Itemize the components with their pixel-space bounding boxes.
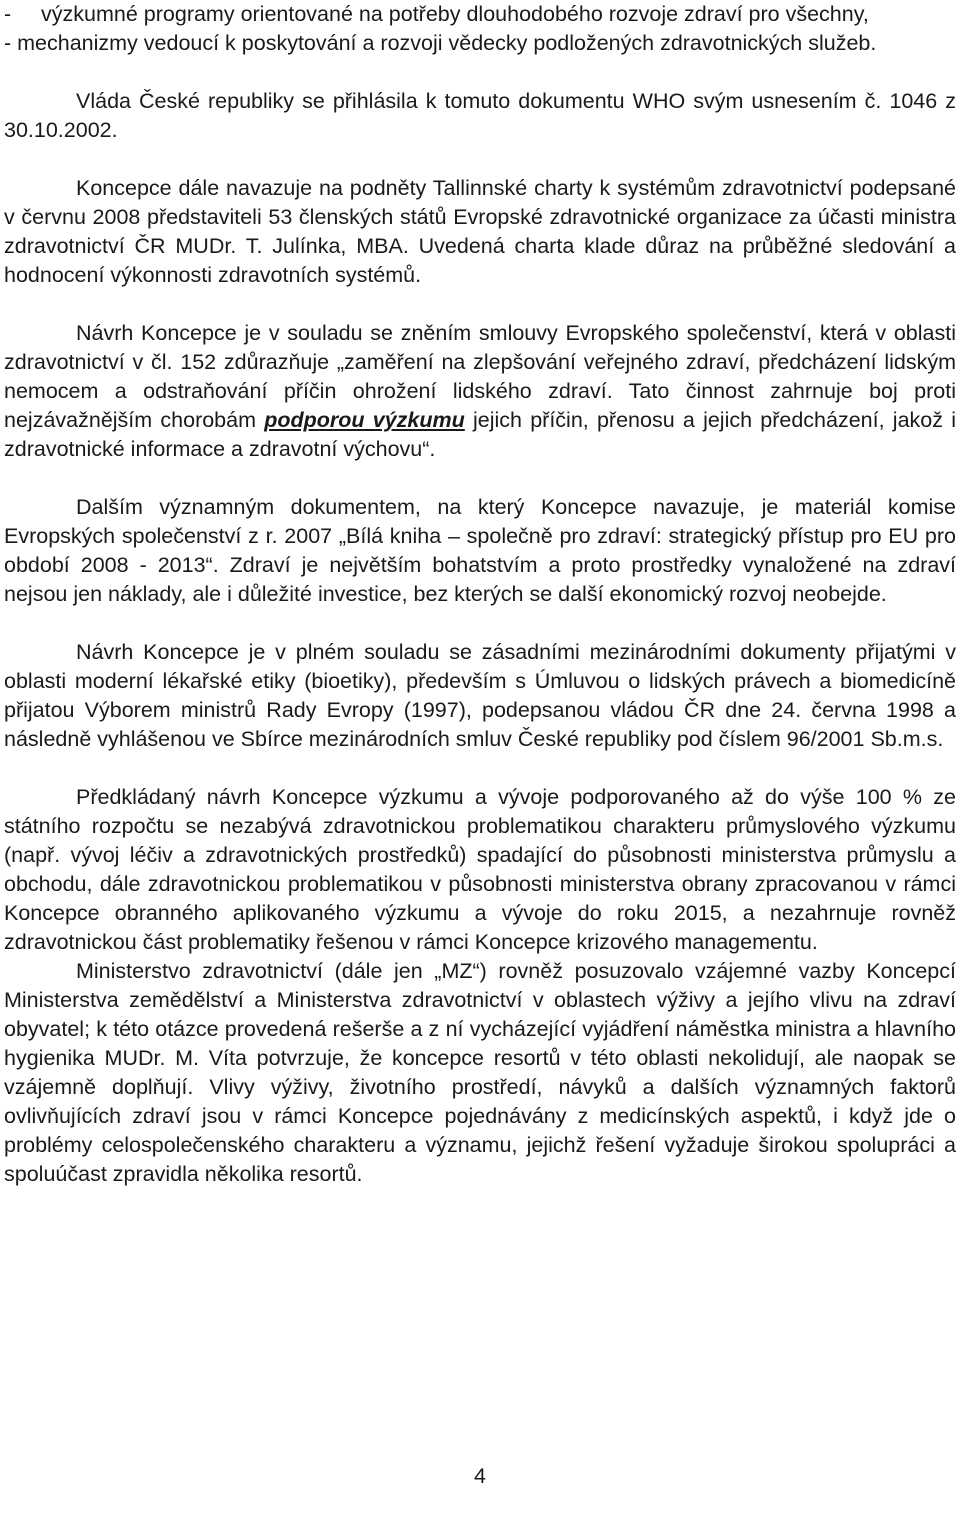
bullet-item: - výzkumné programy orientované na potřeby dlouhodobého rozvoje zdraví pro všechny, — [4, 2, 869, 26]
document-page — [4, 0, 956, 1189]
paragraph-bioethics: Návrh Koncepce je v plném souladu se zásadními mezinárodními dokumenty přijatými v oblasti moderní lékařské etiky (bioetiky), především s Úmluvou o lidských právech a biomedicíně přijatou Výborem ministrů Rady Evropy (1997), podepsanou vládou ČR dne 24. června 1998 a následně vyhlášenou ve Sbírce mezinárodních smluv České republiky pod číslem 96/2001 Sb.m.s. — [4, 640, 956, 751]
paragraph-scope: Předkládaný návrh Koncepce výzkumu a vývoje podporovaného až do výše 100 % ze státního rozpočtu se nezabývá zdravotnickou problematikou charakteru průmyslového výzkumu (např. vývoj léčiv a zdravotnických prostředků) spadající do působnosti ministerstva průmyslu a obchodu, dále zdravotnickou problematikou v působnosti ministerstva obrany zpracovanou v rámci Koncepce obranného aplikovaného výzkumu a vývoje do roku 2015, a nezahrnuje rovněž zdravotnickou část problematiky řešenou v rámci Koncepce krizového managementu. — [4, 785, 956, 954]
bullet-item: - mechanizmy vedoucí k poskytování a rozvoji vědecky podložených zdravotnických služeb. — [4, 31, 877, 55]
paragraph-ec-treaty — [4, 319, 956, 464]
paragraph-white-paper: Dalším významným dokumentem, na který Koncepce navazuje, je materiál komise Evropských společenství z r. 2007 „Bílá kniha – společně pro zdraví: strategický přístup pro EU pro období 2008 - 2013“. Zdraví je největším bohatstvím a proto prostředky vynaložené na zdraví nejsou jen náklady, ale i důležité investice, bez kterých se další ekonomický rozvoj neobejde. — [4, 495, 956, 606]
bullet-list — [4, 0, 956, 58]
paragraph-who-resolution: Vláda České republiky se přihlásila k tomuto dokumentu WHO svým usnesením č. 1046 z 30.10.2002. — [4, 89, 956, 142]
paragraph-text: Návrh Koncepce je v souladu se zněním smlouvy Evropského společenství, která v oblasti zdravotnictví v čl. 152 zdůrazňuje „zaměření na zlepšování veřejného zdraví, předcházení lidským nemocem a odstraňování příčin ohrožení lidského zdraví. Tato činnost zahrnuje boj proti nejzávažnějším chorobám — [4, 321, 956, 432]
paragraph-tallinn-charter: Koncepce dále navazuje na podněty Tallinnské charty k systémům zdravotnictví podepsané v červnu 2008 představiteli 53 členských států Evropské zdravotnické organizace za účasti ministra zdravotnictví ČR MUDr. T. Julínka, MBA. Uvedená charta klade důraz na průběžné sledování a hodnocení výkonnosti zdravotních systémů. — [4, 176, 956, 287]
emphasized-text: podporou výzkumu — [264, 408, 465, 432]
paragraph-text: jejich příčin, přenosu a jejich předcházení, jakož i zdravotnické informace a zdravotní výchovu“. — [4, 408, 956, 461]
page-number: 4 — [474, 1464, 486, 1488]
paragraph-ministries: Ministerstvo zdravotnictví (dále jen „MZ“) rovněž posuzovalo vzájemné vazby Koncepcí Ministerstva zemědělství a Ministerstva zdravotnictví v oblastech výživy a jejího vlivu na zdraví obyvatel; k této otázce provedená rešerše a z ní vycházející vyjádření náměstka ministra a hlavního hygienika MUDr. M. Víta potvrzuje, že koncepce resortů v této oblasti nekolidují, ale naopak se vzájemně doplňují. Vlivy výživy, životního prostředí, návyků a dalších významných faktorů ovlivňujících zdraví jsou v rámci Koncepce pojednávány z medicínských aspektů, i když jde o problémy celospolečenského charakteru a významu, jejichž řešení vyžaduje širokou spolupráci a spoluúčast zpravidla několika resortů. — [4, 959, 956, 1186]
